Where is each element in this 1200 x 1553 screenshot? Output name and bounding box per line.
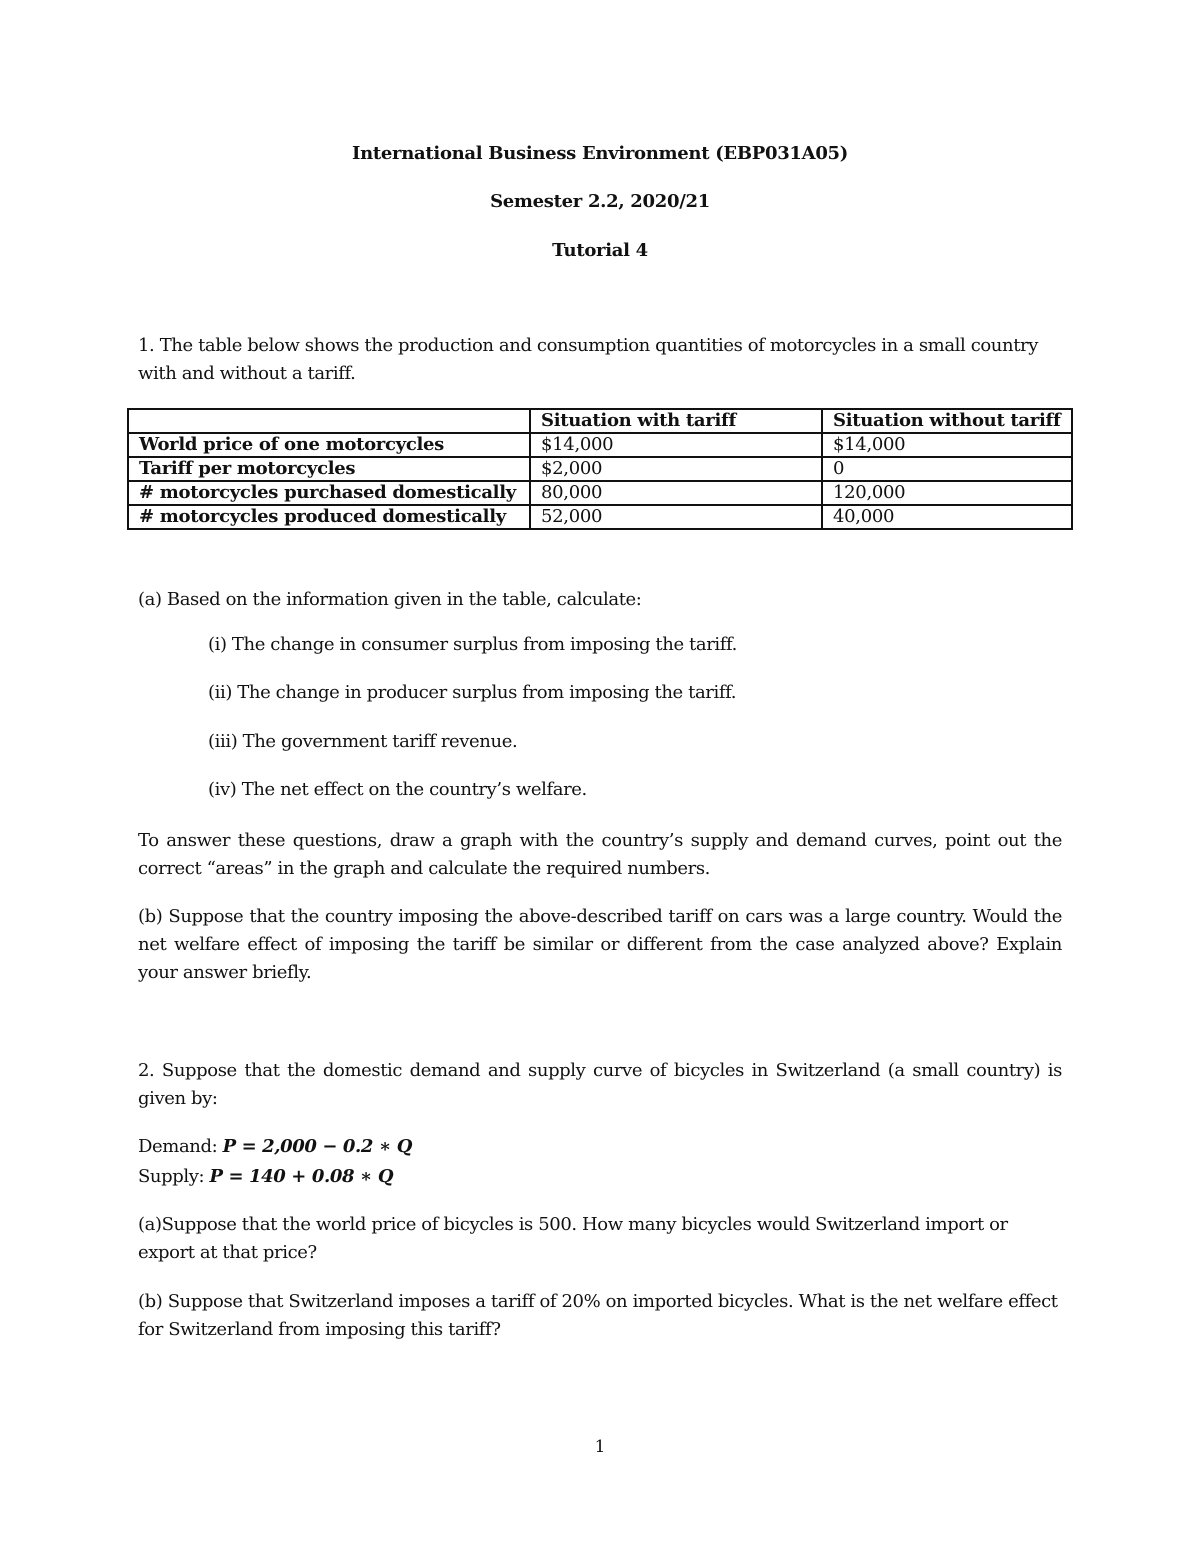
demand-label: Demand: (138, 1136, 223, 1157)
table-row-label: # motorcycles produced domestically (128, 505, 530, 529)
tutorial-title: Tutorial 4 (552, 240, 648, 261)
course-title: International Business Environment (EBP031A05) (351, 143, 848, 164)
question-1a-item-iv: (iv) The net effect on the country’s welfare. (208, 779, 587, 800)
table-header-cell: Situation without tariff (822, 409, 1072, 433)
question-1a-item-ii: (ii) The change in producer surplus from imposing the tariff. (208, 682, 737, 703)
question-1a-item-i: (i) The change in consumer surplus from imposing the tariff. (208, 634, 737, 655)
motorcycle-tariff-table (127, 408, 1073, 530)
table-row-label: # motorcycles purchased domestically (128, 481, 530, 505)
question-1-intro: 1. The table below shows the production and consumption quantities of motorcycles in a small country with and without a tariff. (138, 335, 1038, 384)
table-cell: $2,000 (530, 457, 822, 481)
table-cell: $14,000 (530, 433, 822, 457)
table-header-row (128, 409, 1072, 433)
demand-equation-line (138, 1133, 1062, 1161)
table-cell: $14,000 (822, 433, 1072, 457)
table-cell: 52,000 (530, 505, 822, 529)
question-1a-intro: (a) Based on the information given in the table, calculate: (138, 589, 642, 610)
table-cell: 120,000 (822, 481, 1072, 505)
question-1a-item-iii: (iii) The government tariff revenue. (208, 731, 518, 752)
question-2-intro: 2. Suppose that the domestic demand and supply curve of bicycles in Switzerland (a small country) is given by: (138, 1060, 1062, 1109)
table-row (128, 457, 1072, 481)
table-cell: 0 (822, 457, 1072, 481)
supply-label: Supply: (138, 1166, 210, 1187)
table-row (128, 481, 1072, 505)
question-1-instruction: To answer these questions, draw a graph with the country’s supply and demand curves, point out the correct “areas” in the graph and calculate the required numbers. (138, 830, 1062, 879)
table-row (128, 505, 1072, 529)
table-header-cell: Situation with tariff (530, 409, 822, 433)
table-row-label: World price of one motorcycles (128, 433, 530, 457)
page-number: 1 (594, 1437, 606, 1457)
question-1b: (b) Suppose that the country imposing the above-described tariff on cars was a large country. Would the net welfare effect of imposing the tariff be similar or different from the case analyzed above? Explain your answer briefly. (138, 906, 1062, 983)
supply-equation: P = 140 + 0.08 ∗ Q (209, 1166, 394, 1187)
table-row (128, 433, 1072, 457)
demand-equation: P = 2,000 − 0.2 ∗ Q (222, 1136, 413, 1157)
table-cell: 80,000 (530, 481, 822, 505)
semester-line: Semester 2.2, 2020/21 (490, 191, 710, 212)
question-2a: (a)Suppose that the world price of bicycles is 500. How many bicycles would Switzerland import or export at that price? (138, 1214, 1008, 1263)
table-header-cell (128, 409, 530, 433)
table-row-label: Tariff per motorcycles (128, 457, 530, 481)
table-cell: 40,000 (822, 505, 1072, 529)
supply-equation-line (138, 1163, 1062, 1191)
question-2b: (b) Suppose that Switzerland imposes a tariff of 20% on imported bicycles. What is the net welfare effect for Switzerland from imposing this tariff? (138, 1291, 1058, 1340)
